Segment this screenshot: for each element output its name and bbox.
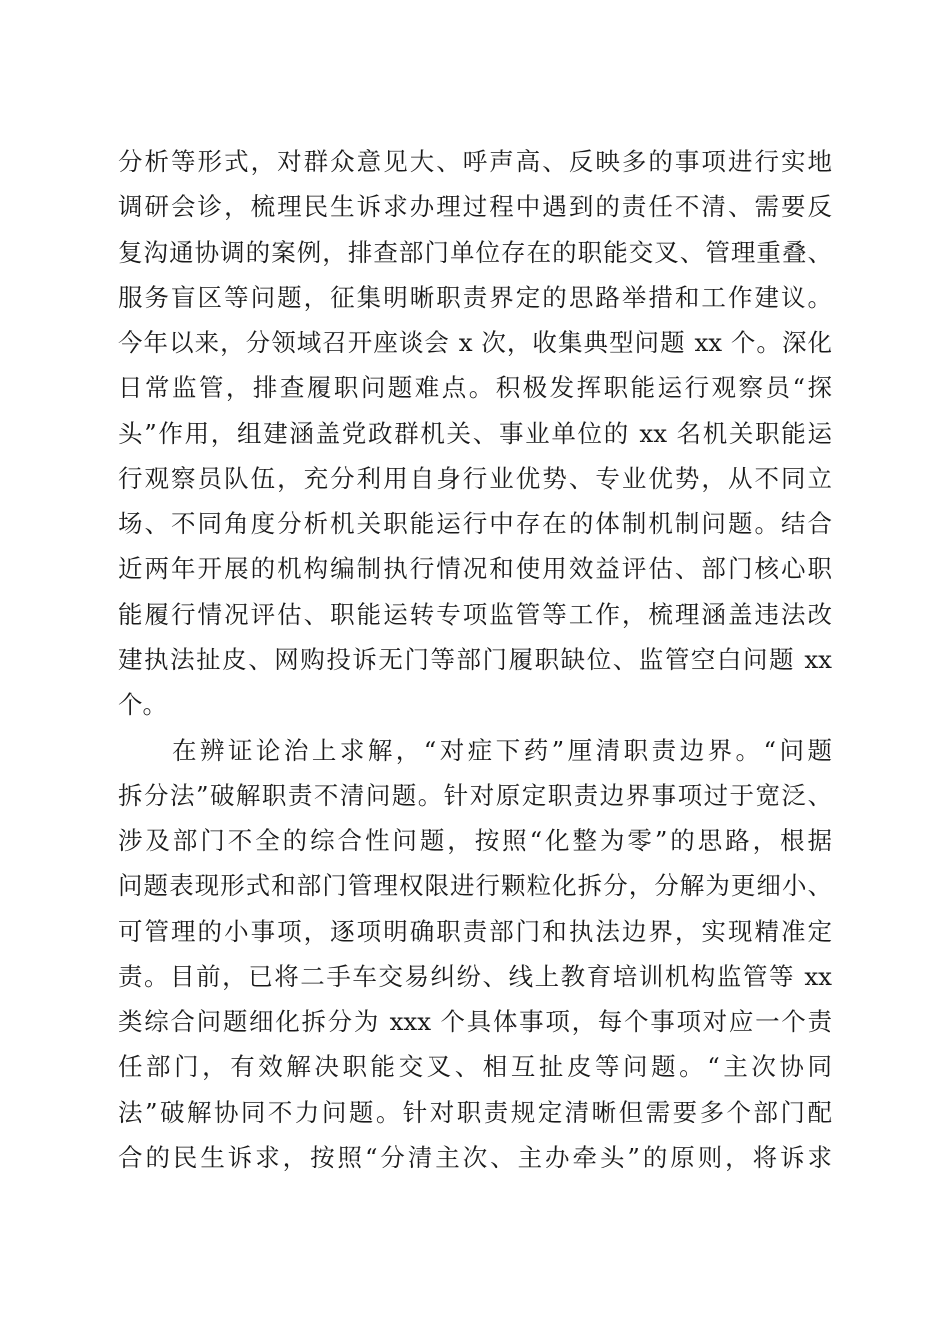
text-line: 法”破解协同不力问题。针对职责规定清晰但需要多个部门配 (118, 1098, 832, 1127)
text-line: 今年以来，分领域召开座谈会 x 次，收集典型问题 xx 个。深化 (118, 328, 832, 357)
text-line: 任部门，有效解决职能交叉、相互扯皮等问题。“主次协同 (118, 1052, 832, 1081)
text-line: 类综合问题细化拆分为 xxx 个具体事项，每个事项对应一个责 (118, 1007, 832, 1036)
text-line: 能履行情况评估、职能运转专项监管等工作，梳理涵盖违法改 (118, 600, 832, 629)
text-line: 近两年开展的机构编制执行情况和使用效益评估、部门核心职 (118, 554, 832, 583)
text-line: 合的民生诉求，按照“分清主次、主办牵头”的原则，将诉求 (118, 1143, 832, 1172)
text-line: 行观察员队伍，充分利用自身行业优势、专业优势，从不同立 (118, 464, 832, 493)
text-line: 场、不同角度分析机关职能运行中存在的体制机制问题。结合 (118, 509, 832, 538)
text-line: 分析等形式，对群众意见大、呼声高、反映多的事项进行实地 (118, 147, 832, 176)
text-line: 头”作用，组建涵盖党政群机关、事业单位的 xx 名机关职能运 (118, 419, 832, 448)
text-line: 复沟通协调的案例，排查部门单位存在的职能交叉、管理重叠、 (118, 238, 832, 267)
text-line: 可管理的小事项，逐项明确职责部门和执法边界，实现精准定 (118, 917, 832, 946)
text-line: 责。目前，已将二手车交易纠纷、线上教育培训机构监管等 xx (118, 962, 832, 991)
text-line: 拆分法”破解职责不清问题。针对原定职责边界事项过于宽泛、 (118, 781, 832, 810)
text-line: 服务盲区等问题，征集明晰职责界定的思路举措和工作建议。 (118, 283, 832, 312)
text-line: 日常监管，排查履职问题难点。积极发挥职能运行观察员“探 (118, 373, 832, 402)
text-line: 个。 (118, 690, 167, 719)
text-line: 建执法扯皮、网购投诉无门等部门履职缺位、监管空白问题 xx (118, 645, 832, 674)
text-line: 问题表现形式和部门管理权限进行颗粒化拆分，分解为更细小、 (118, 871, 832, 900)
text-line: 涉及部门不全的综合性问题，按照“化整为零”的思路，根据 (118, 826, 832, 855)
text-line: 在辨证论治上求解，“对症下药”厘清职责边界。“问题 (172, 736, 832, 765)
text-line: 调研会诊，梳理民生诉求办理过程中遇到的责任不清、需要反 (118, 192, 832, 221)
